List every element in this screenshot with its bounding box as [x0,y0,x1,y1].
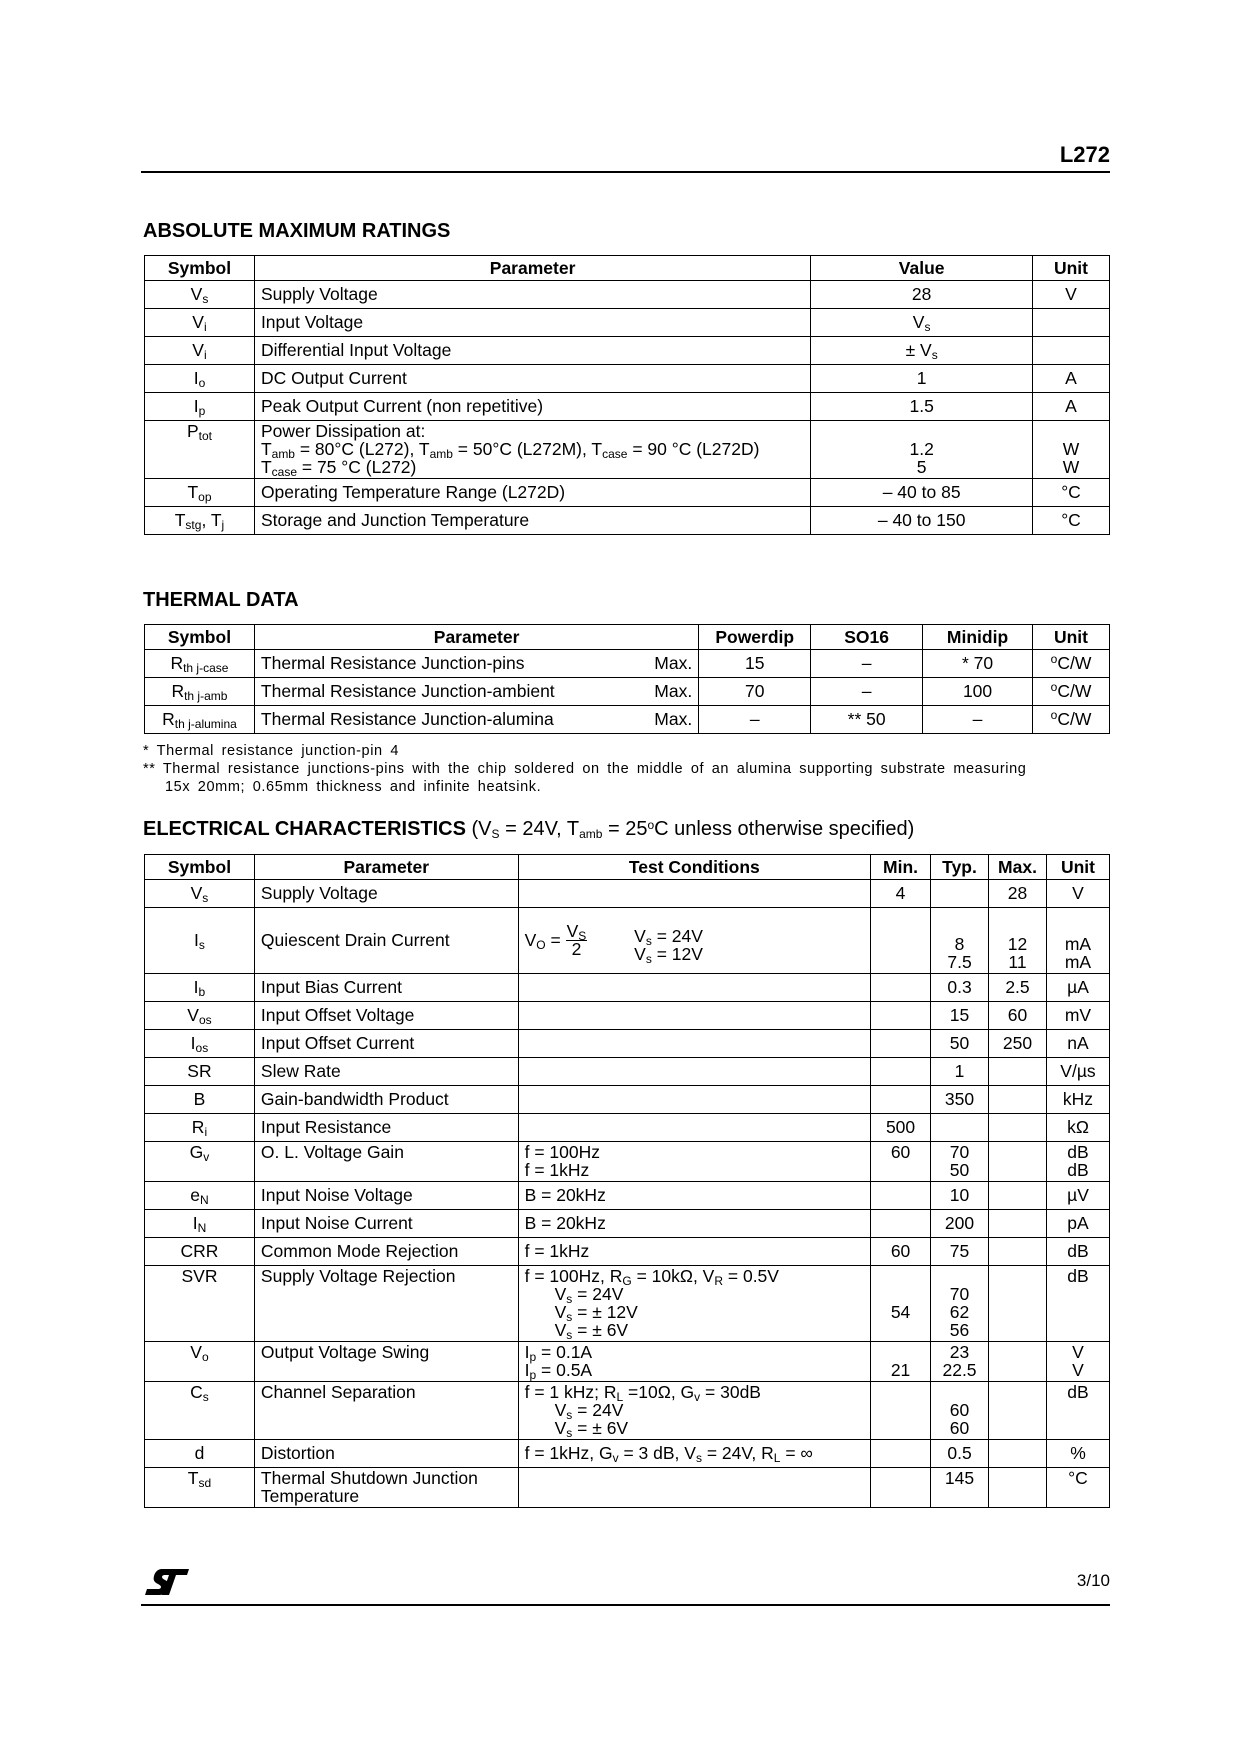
unit-cell: pA [1046,1210,1109,1238]
max-cell [989,1468,1047,1508]
parameter-cell: Input Resistance [254,1114,518,1142]
parameter-cell: Slew Rate [254,1058,518,1086]
typ-cell: 60 60 [931,1382,989,1440]
typ-cell [931,880,989,908]
symbol-cell: SR [145,1058,255,1086]
st-logo-icon [143,1567,191,1597]
unit-cell: kHz [1046,1086,1109,1114]
min-cell: 60 [871,1142,931,1182]
max-cell: 28 [989,880,1047,908]
min-cell [871,1440,931,1468]
parameter-cell: Quiescent Drain Current [254,908,518,974]
thermal-section-title: THERMAL DATA [143,589,299,611]
unit-cell: nA [1046,1030,1109,1058]
thermal-col-powerdip: Powerdip [699,625,811,650]
unit-cell: °C [1046,1468,1109,1508]
conditions-cell: $V_O$ = $\frac{V_S}{2}$ $V_s = 24V$ $V_s = 12V$ [518,908,870,974]
symbol-cell: $I_s$ [145,908,255,974]
elec-col-conditions: Test Conditions [518,855,870,880]
table-row [145,337,1110,365]
parameter-cell: Peak Output Current (non repetitive) [254,393,810,421]
typ-cell: 70 50 [931,1142,989,1182]
typ-cell: 145 [931,1468,989,1508]
page-number: 3/10 [1076,1571,1110,1590]
symbol-cell: $I_b$ [145,974,255,1002]
so16-cell: ** 50 [811,706,923,734]
symbol-cell: CRR [145,1238,255,1266]
unit-cell [1033,337,1110,365]
parameter-cell: Supply Voltage [254,880,518,908]
parameter-cell: Thermal Resistance Junction-alumina Max. [254,706,698,734]
conditions-cell [518,880,870,908]
symbol-cell: $G_v$ [145,1142,255,1182]
conditions-cell: f = 100Hz, $R_G = 10k\Omega$, $V_R = 0.5V$ $V_s = 24V$ $V_s$ = ± 12V $V_s$ = ± 6V [518,1266,870,1342]
max-cell [989,1238,1047,1266]
elec-col-typ: Typ. [931,855,989,880]
parameter-cell: Supply Voltage Rejection [254,1266,518,1342]
typ-cell: 50 [931,1030,989,1058]
max-cell: 250 [989,1030,1047,1058]
symbol-cell: $I_p$ [145,393,255,421]
unit-cell: A [1033,393,1110,421]
symbol-cell: $V_{os}$ [145,1002,255,1030]
table-row [145,1058,1110,1086]
typ-cell: 75 [931,1238,989,1266]
symbol-cell: $P_{tot}$ [145,421,255,479]
thermal-col-parameter: Parameter [254,625,698,650]
symbol-cell: $V_s$ [145,880,255,908]
conditions-cell [518,1058,870,1086]
min-cell [871,908,931,974]
minidip-cell: – [923,706,1033,734]
max-cell [989,1342,1047,1382]
table-row [145,1114,1110,1142]
parameter-cell: Input Noise Voltage [254,1182,518,1210]
elec-table [144,854,1110,1508]
note-2-continued: 15x 20mm; 0.65mm thickness and infinite heatsink. [165,779,542,795]
min-cell [871,1030,931,1058]
max-cell: 60 [989,1002,1047,1030]
min-cell: 21 [871,1342,931,1382]
value-cell: ± $V_s$ [811,337,1033,365]
table-row [145,421,1110,479]
amr-col-unit: Unit [1033,256,1110,281]
footer-divider [141,1604,1110,1606]
table-row [145,1382,1110,1440]
parameter-cell: Thermal Resistance Junction-ambient Max. [254,678,698,706]
value-cell: – 40 to 85 [811,479,1033,507]
elec-col-min: Min. [871,855,931,880]
unit-cell: µV [1046,1182,1109,1210]
table-row [145,1086,1110,1114]
value-cell: 1.2 5 [811,421,1033,479]
conditions-cell: f = 1kHz [518,1238,870,1266]
powerdip-cell: – [699,706,811,734]
typ-cell: 10 [931,1182,989,1210]
symbol-cell: $V_o$ [145,1342,255,1382]
conditions-cell [518,1002,870,1030]
symbol-cell: $V_i$ [145,309,255,337]
amr-header-row [145,256,1110,281]
unit-cell: kΩ [1046,1114,1109,1142]
symbol-cell: $T_{sd}$ [145,1468,255,1508]
elec-section-title: ELECTRICAL CHARACTERISTICS ($V_S = 24V$, $T_{amb} = 25^oC$ unless otherwise specified) [143,818,915,841]
max-cell [989,1058,1047,1086]
min-cell [871,1210,931,1238]
thermal-table [144,624,1110,734]
parameter-cell: Input Noise Current [254,1210,518,1238]
symbol-cell: $R_i$ [145,1114,255,1142]
parameter-cell: Output Voltage Swing [254,1342,518,1382]
parameter-cell: Input Offset Voltage [254,1002,518,1030]
typ-cell: 0.5 [931,1440,989,1468]
max-cell [989,1114,1047,1142]
table-row [145,479,1110,507]
table-row [145,1142,1110,1182]
symbol-cell: $e_N$ [145,1182,255,1210]
elec-header-row [145,855,1110,880]
table-row [145,880,1110,908]
max-cell [989,1142,1047,1182]
table-row [145,281,1110,309]
unit-cell: dB [1046,1382,1109,1440]
min-cell [871,1058,931,1086]
unit-cell: $^o$C/W [1033,678,1110,706]
min-cell [871,1382,931,1440]
table-row [145,974,1110,1002]
elec-col-unit: Unit [1046,855,1109,880]
typ-cell: 23 22.5 [931,1342,989,1382]
typ-cell: 0.3 [931,974,989,1002]
unit-cell: mA mA [1046,908,1109,974]
elec-col-parameter: Parameter [254,855,518,880]
unit-cell: °C [1033,479,1110,507]
table-row [145,706,1110,734]
thermal-col-symbol: Symbol [145,625,255,650]
min-cell [871,1002,931,1030]
symbol-cell: d [145,1440,255,1468]
max-cell: 12 11 [989,908,1047,974]
symbol-cell: $V_i$ [145,337,255,365]
typ-cell: 200 [931,1210,989,1238]
min-cell [871,974,931,1002]
unit-cell: °C [1033,507,1110,535]
table-row [145,1210,1110,1238]
value-cell: 28 [811,281,1033,309]
conditions-cell [518,1086,870,1114]
table-row [145,678,1110,706]
value-cell: 1 [811,365,1033,393]
min-cell [871,1182,931,1210]
parameter-cell: Input Offset Current [254,1030,518,1058]
powerdip-cell: 70 [699,678,811,706]
table-row [145,393,1110,421]
min-cell [871,1468,931,1508]
parameter-cell: Channel Separation [254,1382,518,1440]
conditions-cell [518,974,870,1002]
table-row [145,365,1110,393]
unit-cell: dB dB [1046,1142,1109,1182]
fraction: $\frac{V_S}{2}$ [566,920,587,959]
value-cell: $V_s$ [811,309,1033,337]
parameter-cell: Common Mode Rejection [254,1238,518,1266]
unit-cell: V V [1046,1342,1109,1382]
unit-cell [1033,309,1110,337]
parameter-cell: O. L. Voltage Gain [254,1142,518,1182]
unit-cell: V [1033,281,1110,309]
symbol-cell: $R_{th j-alumina}$ [145,706,255,734]
parameter-cell: DC Output Current [254,365,810,393]
typ-cell: 1 [931,1058,989,1086]
symbol-cell: B [145,1086,255,1114]
conditions-cell: f = 100Hz f = 1kHz [518,1142,870,1182]
table-row [145,1342,1110,1382]
parameter-cell: Supply Voltage [254,281,810,309]
symbol-cell: $T_{stg}$, $T_j$ [145,507,255,535]
thermal-col-unit: Unit [1033,625,1110,650]
conditions-cell: f = 1 kHz; $R_L =10\Omega$, $G_v = 30dB$ $V_s = 24V$ $V_s$ = ± 6V [518,1382,870,1440]
thermal-notes [143,742,1026,796]
header-divider [141,171,1110,173]
conditions-cell: f = 1kHz, $G_v = 3$ dB, $V_s = 24V$, $R_L$ = ∞ [518,1440,870,1468]
symbol-cell: $R_{th j-amb}$ [145,678,255,706]
min-cell: 54 [871,1266,931,1342]
table-row [145,1266,1110,1342]
unit-cell: V/µs [1046,1058,1109,1086]
amr-col-symbol: Symbol [145,256,255,281]
min-cell [871,1086,931,1114]
amr-section-title: ABSOLUTE MAXIMUM RATINGS [143,220,451,242]
parameter-cell: Thermal Resistance Junction-pins Max. [254,650,698,678]
max-cell [989,1210,1047,1238]
value-cell: – 40 to 150 [811,507,1033,535]
max-cell: 2.5 [989,974,1047,1002]
symbol-cell: $R_{th j-case}$ [145,650,255,678]
minidip-cell: * 70 [923,650,1033,678]
table-row [145,1002,1110,1030]
symbol-cell: $T_{op}$ [145,479,255,507]
typ-cell: 350 [931,1086,989,1114]
max-cell [989,1266,1047,1342]
table-row [145,1440,1110,1468]
unit-cell: mV [1046,1002,1109,1030]
table-row [145,908,1110,974]
parameter-cell: Input Bias Current [254,974,518,1002]
min-cell: 500 [871,1114,931,1142]
typ-cell: 8 7.5 [931,908,989,974]
value-cell: 1.5 [811,393,1033,421]
thermal-header-row [145,625,1110,650]
conditions-cell [518,1114,870,1142]
parameter-cell: Differential Input Voltage [254,337,810,365]
max-cell [989,1182,1047,1210]
unit-cell: $^o$C/W [1033,650,1110,678]
table-row [145,507,1110,535]
conditions-cell: $I_p = 0.1A$ $I_p = 0.5A$ [518,1342,870,1382]
min-cell: 4 [871,880,931,908]
conditions-cell: B = 20kHz [518,1210,870,1238]
powerdip-cell: 15 [699,650,811,678]
note-1: * Thermal resistance junction-pin 4 [143,743,399,759]
parameter-cell: Storage and Junction Temperature [254,507,810,535]
min-cell: 60 [871,1238,931,1266]
parameter-cell: Thermal Shutdown Junction Temperature [254,1468,518,1508]
symbol-cell: $I_{os}$ [145,1030,255,1058]
typ-cell: 70 62 56 [931,1266,989,1342]
parameter-cell: Input Voltage [254,309,810,337]
elec-col-symbol: Symbol [145,855,255,880]
typ-cell: 15 [931,1002,989,1030]
table-row [145,309,1110,337]
parameter-cell: Distortion [254,1440,518,1468]
conditions-cell: B = 20kHz [518,1182,870,1210]
unit-cell: W W [1033,421,1110,479]
symbol-cell: SVR [145,1266,255,1342]
unit-cell: $^o$C/W [1033,706,1110,734]
document-part-number: L272 [1059,142,1110,167]
amr-col-parameter: Parameter [254,256,810,281]
parameter-cell: Operating Temperature Range (L272D) [254,479,810,507]
parameter-cell: Power Dissipation at: $T_{amb} = 80^\circ C$ (L272), $T_{amb} = 50^\circ C$ (L272M), $T_{case} = 90$ °C (L272D) $T_{case} = 75$ °C (L272) [254,421,810,479]
parameter-cell: Gain-bandwidth Product [254,1086,518,1114]
amr-col-value: Value [811,256,1033,281]
symbol-cell: $V_s$ [145,281,255,309]
symbol-cell: $C_s$ [145,1382,255,1440]
minidip-cell: 100 [923,678,1033,706]
thermal-col-so16: SO16 [811,625,923,650]
max-cell [989,1440,1047,1468]
unit-cell: dB [1046,1266,1109,1342]
table-row [145,1468,1110,1508]
note-2: ** Thermal resistance junctions-pins with the chip soldered on the middle of an alumina supporting substrate measuring [143,761,1027,777]
elec-col-max: Max. [989,855,1047,880]
amr-table [144,255,1110,535]
typ-cell [931,1114,989,1142]
unit-cell: V [1046,880,1109,908]
max-cell [989,1086,1047,1114]
table-row [145,1182,1110,1210]
unit-cell: A [1033,365,1110,393]
symbol-cell: $I_o$ [145,365,255,393]
max-cell [989,1382,1047,1440]
so16-cell: – [811,678,923,706]
table-row [145,1030,1110,1058]
table-row [145,650,1110,678]
unit-cell: % [1046,1440,1109,1468]
thermal-col-minidip: Minidip [923,625,1033,650]
table-row [145,1238,1110,1266]
unit-cell: µA [1046,974,1109,1002]
conditions-cell [518,1468,870,1508]
symbol-cell: $I_N$ [145,1210,255,1238]
conditions-cell [518,1030,870,1058]
unit-cell: dB [1046,1238,1109,1266]
so16-cell: – [811,650,923,678]
